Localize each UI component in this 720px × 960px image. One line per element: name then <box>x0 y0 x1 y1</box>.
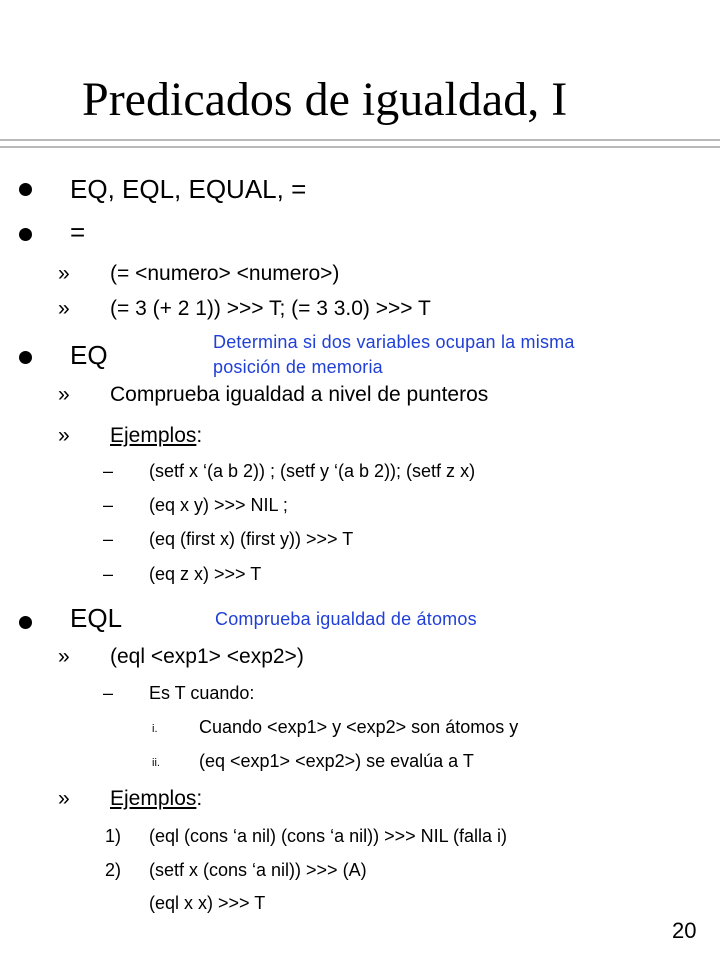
eql-condition: (eq <exp1> <exp2>) se evalúa a T <box>199 751 474 771</box>
eql-example-line: (eql (cons ‘a nil) (cons ‘a nil)) >>> NIL (falla i) <box>149 826 507 846</box>
dash-marker: – <box>103 564 114 584</box>
eql-condition: Cuando <exp1> y <exp2> son átomos y <box>199 717 519 737</box>
bullet-eql: EQL <box>70 603 123 633</box>
eql-syntax: (eql <exp1> <exp2>) <box>110 645 304 668</box>
bullet-dot <box>19 351 32 364</box>
examples-label: Ejemplos <box>110 424 197 447</box>
eql-annotation: Comprueba igualdad de átomos <box>215 609 477 629</box>
eq-example-line: (eq z x) >>> T <box>149 564 262 584</box>
number-marker: 1) <box>105 826 122 846</box>
eql-examples-heading <box>110 786 202 812</box>
slide-title: Predicados de igualdad, I <box>82 73 568 126</box>
eq-description: Comprueba igualdad a nivel de punteros <box>110 383 489 406</box>
bullet-dot <box>19 183 32 196</box>
sub-marker: » <box>58 297 70 320</box>
eq-annotation-line-2: posición de memoria <box>213 357 383 377</box>
roman-marker: i. <box>152 723 158 735</box>
bullet-eq: EQ <box>70 340 108 370</box>
eql-example-line: (eql x x) >>> T <box>149 893 266 913</box>
eql-condition-heading: Es T cuando: <box>149 683 255 703</box>
sub-marker: » <box>58 424 70 447</box>
title-rule-top <box>0 139 720 141</box>
sub-marker: » <box>58 787 70 810</box>
eq-example-line: (eq (first x) (first y)) >>> T <box>149 529 354 549</box>
equals-syntax: (= <numero> <numero>) <box>110 262 340 285</box>
bullet-eq-eql-equal: EQ, EQL, EQUAL, = <box>70 174 307 204</box>
sub-marker: » <box>58 262 70 285</box>
eq-example-line: (setf x ‘(a b 2)) ; (setf y ‘(a b 2)); (setf z x) <box>149 461 476 481</box>
roman-marker: ii. <box>152 757 160 769</box>
eql-example-line: (setf x (cons ‘a nil)) >>> (A) <box>149 860 367 880</box>
bullet-dot <box>19 228 32 241</box>
examples-colon: : <box>196 787 203 810</box>
title-rule-bottom <box>0 146 720 148</box>
examples-label: Ejemplos <box>110 787 197 810</box>
sub-marker: » <box>58 383 70 406</box>
number-marker: 2) <box>105 860 122 880</box>
eq-annotation-line-1: Determina si dos variables ocupan la misma <box>213 332 575 352</box>
dash-marker: – <box>103 683 114 703</box>
sub-marker: » <box>58 645 70 668</box>
dash-marker: – <box>103 461 114 481</box>
examples-colon: : <box>196 424 203 447</box>
page-number: 20 <box>672 918 697 943</box>
eq-examples-heading <box>110 423 202 449</box>
bullet-dot <box>19 616 32 629</box>
dash-marker: – <box>103 529 114 549</box>
bullet-equals: = <box>70 217 86 247</box>
eq-example-line: (eq x y) >>> NIL ; <box>149 495 288 515</box>
dash-marker: – <box>103 495 114 515</box>
equals-example: (= 3 (+ 2 1)) >>> T; (= 3 3.0) >>> T <box>110 297 431 320</box>
